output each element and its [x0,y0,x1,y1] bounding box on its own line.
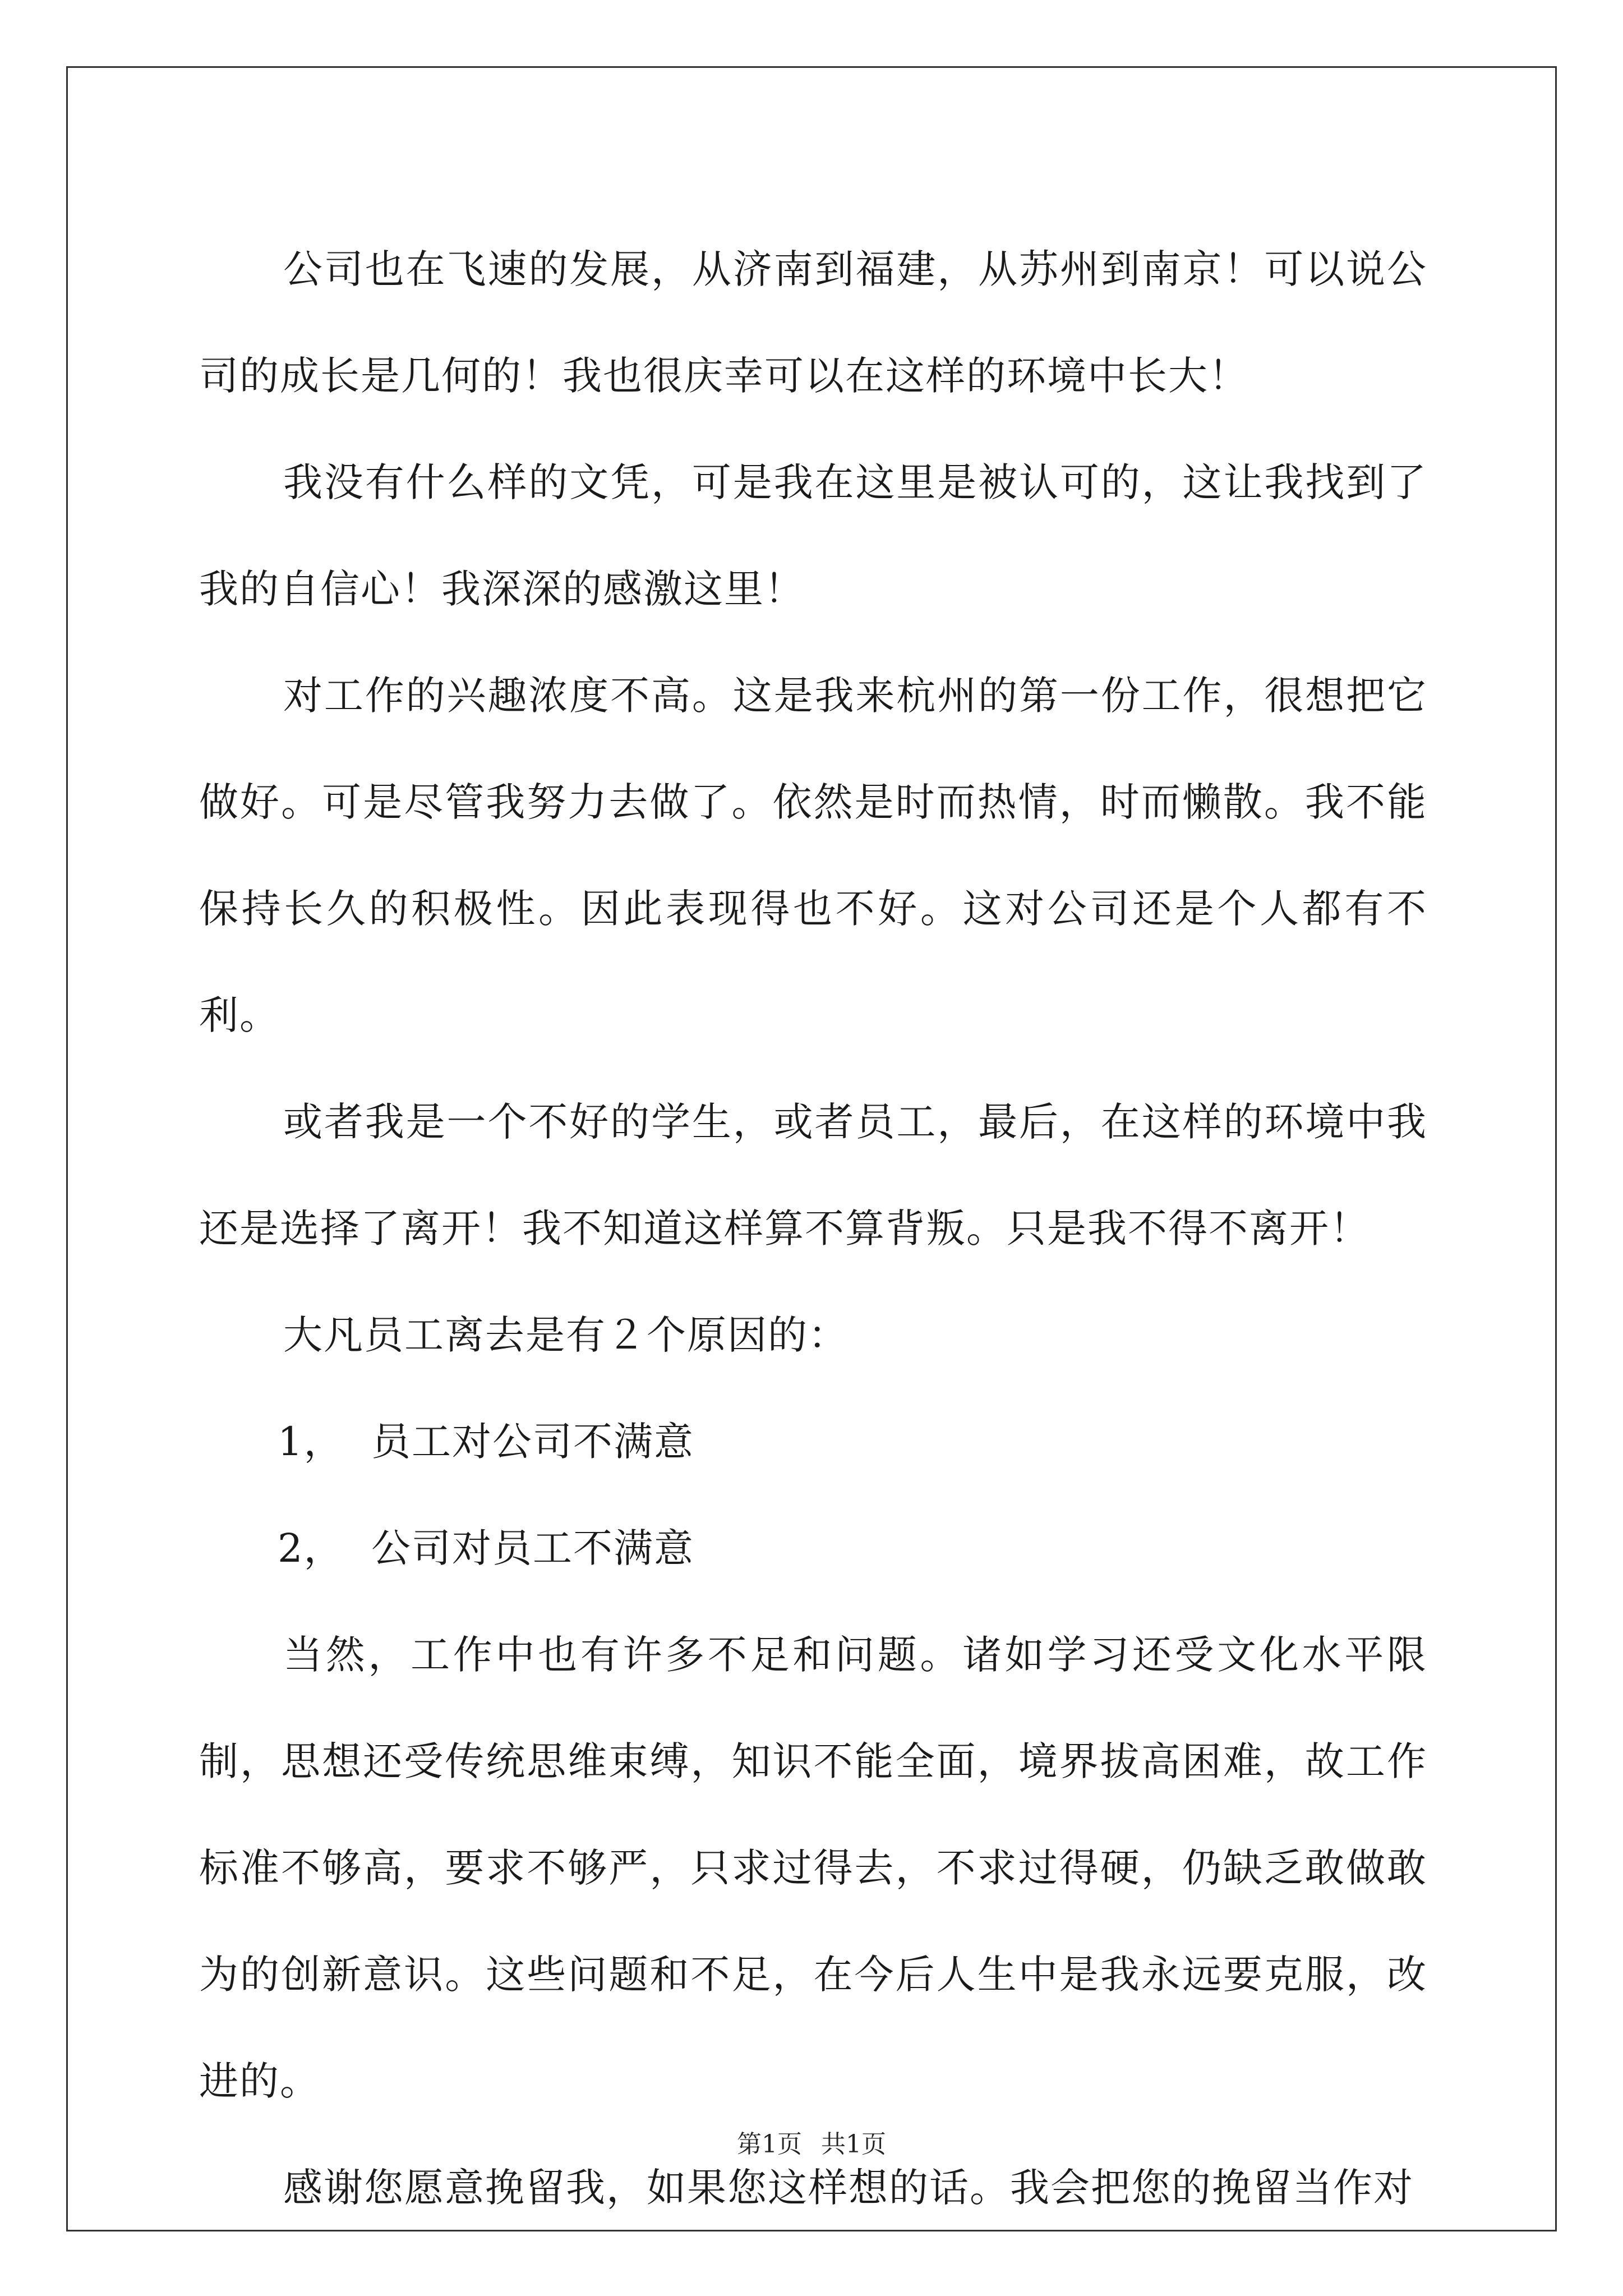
paragraph-thanks: 感谢您愿意挽留我，如果您这样想的话。我会把您的挽留当作对 [283,2165,1414,2211]
page-total: 共1页 [821,2130,886,2159]
list-item-reason-2: 2， 公司对员工不满意 [278,1525,695,1571]
paragraph-reasons-intro: 大凡员工离去是有２个原因的： [283,1312,849,1358]
list-item-reason-1: 1， 员工对公司不满意 [278,1419,695,1465]
paragraph-decision-to-leave: 或者我是一个不好的学生，或者员工，最后，在这样的环境中我还是选择了离开！我不知道这样算不算背叛。只是我不得不离开！ [199,1099,1427,1251]
page-number: 第1页 [737,2130,802,2159]
paragraph-shortcomings: 当然，工作中也有许多不足和问题。诸如学习还受文化水平限制，思想还受传统思维束缚，知识不能全面，境界拔高困难，故工作标准不够高，要求不够严，只求过得去，不求过得硬，仍缺乏敢做敢为的创新意识。这些问题和不足，在今后人生中是我永远要克服，改进的。 [199,1632,1427,2104]
paragraph-confidence: 我没有什么样的文凭，可是我在这里是被认可的，这让我找到了我的自信心！我深深的感激这里！ [199,459,1427,612]
paragraph-company-growth: 公司也在飞速的发展，从济南到福建，从苏州到南京！可以说公司的成长是几何的！我也很庆幸可以在这样的环境中长大！ [199,246,1427,399]
document-body [199,216,1427,2241]
paragraph-work-interest: 对工作的兴趣浓度不高。这是我来杭州的第一份工作，很想把它做好。可是尽管我努力去做了。依然是时而热情，时而懒散。我不能保持长久的积极性。因此表现得也不好。这对公司还是个人都有不利。 [199,673,1427,1038]
page-footer [0,2124,1623,2160]
